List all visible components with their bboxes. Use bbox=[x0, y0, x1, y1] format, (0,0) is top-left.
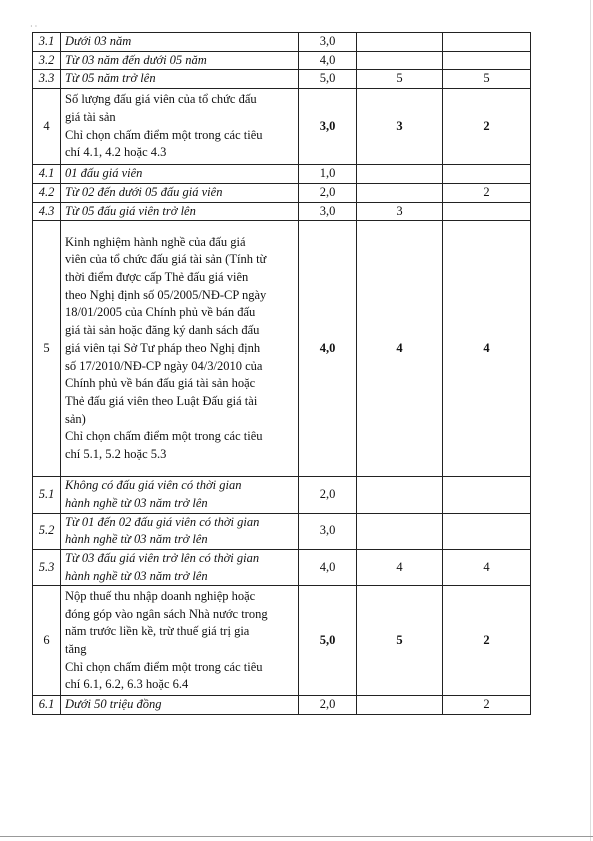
description-line: Từ 01 đến 02 đấu giá viên có thời gian bbox=[65, 514, 260, 529]
description-line: tăng bbox=[65, 641, 87, 656]
max-score-cell: 1,0 bbox=[299, 165, 357, 184]
score-cell-1: 3 bbox=[357, 89, 443, 165]
criterion-description bbox=[61, 165, 299, 184]
criterion-description bbox=[61, 33, 299, 52]
criterion-description bbox=[61, 70, 299, 89]
description-line: Từ 03 năm đến dưới 05 năm bbox=[65, 52, 207, 67]
criterion-number: 3.1 bbox=[33, 33, 61, 52]
score-cell-2 bbox=[443, 513, 531, 549]
score-cell-1 bbox=[357, 477, 443, 513]
table-row bbox=[33, 183, 531, 202]
description-line: giá tài sản hoặc đăng ký danh sách đấu bbox=[65, 323, 260, 338]
criterion-number: 6 bbox=[33, 586, 61, 696]
score-cell-2 bbox=[443, 33, 531, 52]
description-line: theo Nghị định số 05/2005/NĐ-CP ngày bbox=[65, 287, 267, 302]
table-row bbox=[33, 51, 531, 70]
table-row bbox=[33, 221, 531, 477]
criterion-number: 4.3 bbox=[33, 202, 61, 221]
score-cell-2: 2 bbox=[443, 696, 531, 715]
description-line: 18/01/2005 của Chính phủ về bán đấu bbox=[65, 305, 256, 320]
table-row bbox=[33, 586, 531, 696]
description-line: Không có đấu giá viên có thời gian bbox=[65, 478, 242, 493]
description-line: năm trước liền kề, trừ thuế giá trị gia bbox=[65, 624, 250, 639]
table-row bbox=[33, 513, 531, 549]
score-cell-2 bbox=[443, 477, 531, 513]
description-line: Từ 02 đến dưới 05 đấu giá viên bbox=[65, 184, 223, 199]
criterion-number: 4.2 bbox=[33, 183, 61, 202]
max-score-cell: 2,0 bbox=[299, 477, 357, 513]
max-score-cell: 3,0 bbox=[299, 202, 357, 221]
description-line: thời điểm được cấp Thẻ đấu giá viên bbox=[65, 270, 249, 285]
score-cell-2: 5 bbox=[443, 70, 531, 89]
max-score-cell: 2,0 bbox=[299, 696, 357, 715]
max-score-cell: 2,0 bbox=[299, 183, 357, 202]
page-bottom-rule bbox=[0, 836, 593, 837]
criterion-description bbox=[61, 696, 299, 715]
criterion-description bbox=[61, 586, 299, 696]
table-row bbox=[33, 696, 531, 715]
description-line: hành nghề từ 03 năm trở lên bbox=[65, 568, 208, 583]
description-line: chí 5.1, 5.2 hoặc 5.3 bbox=[65, 447, 167, 462]
criterion-description bbox=[61, 477, 299, 513]
criterion-description bbox=[61, 202, 299, 221]
max-score-cell: 4,0 bbox=[299, 51, 357, 70]
description-line: Thẻ đấu giá viên theo Luật Đấu giá tài bbox=[65, 393, 258, 408]
criterion-description bbox=[61, 183, 299, 202]
description-line: Chỉ chọn chấm điểm một trong các tiêu bbox=[65, 659, 263, 674]
score-cell-2: 2 bbox=[443, 89, 531, 165]
score-cell-1: 3 bbox=[357, 202, 443, 221]
description-line: số 17/2010/NĐ-CP ngày 04/3/2010 của bbox=[65, 358, 263, 373]
criterion-description bbox=[61, 513, 299, 549]
score-cell-2: 4 bbox=[443, 550, 531, 586]
criterion-number: 5 bbox=[33, 221, 61, 477]
description-line: Chính phủ về bán đấu giá tài sản hoặc bbox=[65, 376, 256, 391]
max-score-cell: 3,0 bbox=[299, 89, 357, 165]
description-line: hành nghề từ 03 năm trở lên bbox=[65, 532, 208, 547]
table-row bbox=[33, 165, 531, 184]
description-line: Từ 05 đấu giá viên trở lên bbox=[65, 203, 196, 218]
criterion-number: 5.2 bbox=[33, 513, 61, 549]
description-line: chí 6.1, 6.2, 6.3 hoặc 6.4 bbox=[65, 677, 189, 692]
criterion-number: 3.3 bbox=[33, 70, 61, 89]
criterion-number: 4.1 bbox=[33, 165, 61, 184]
criterion-description bbox=[61, 550, 299, 586]
description-line: Nộp thuế thu nhập doanh nghiệp hoặc bbox=[65, 588, 256, 603]
score-cell-1 bbox=[357, 696, 443, 715]
score-cell-1 bbox=[357, 51, 443, 70]
score-cell-2: 2 bbox=[443, 183, 531, 202]
description-line: Số lượng đấu giá viên của tổ chức đấu bbox=[65, 92, 257, 107]
table-row bbox=[33, 477, 531, 513]
criterion-number: 3.2 bbox=[33, 51, 61, 70]
score-cell-1 bbox=[357, 513, 443, 549]
table-row bbox=[33, 202, 531, 221]
description-line: chí 4.1, 4.2 hoặc 4.3 bbox=[65, 145, 167, 160]
max-score-cell: 4,0 bbox=[299, 221, 357, 477]
criterion-description bbox=[61, 89, 299, 165]
max-score-cell: 3,0 bbox=[299, 33, 357, 52]
criterion-number: 5.1 bbox=[33, 477, 61, 513]
description-line: Từ 05 năm trở lên bbox=[65, 71, 156, 86]
score-cell-2 bbox=[443, 165, 531, 184]
score-cell-2: 4 bbox=[443, 221, 531, 477]
criterion-number: 4 bbox=[33, 89, 61, 165]
criteria-table-body bbox=[33, 33, 531, 715]
table-row bbox=[33, 33, 531, 52]
score-cell-1 bbox=[357, 165, 443, 184]
scan-artifact: · · bbox=[30, 22, 38, 31]
max-score-cell: 3,0 bbox=[299, 513, 357, 549]
score-cell-2 bbox=[443, 51, 531, 70]
criterion-number: 6.1 bbox=[33, 696, 61, 715]
description-line: đóng góp vào ngân sách Nhà nước trong bbox=[65, 606, 268, 621]
criteria-table bbox=[32, 32, 531, 715]
description-line: sản) bbox=[65, 411, 86, 426]
description-line: Kinh nghiệm hành nghề của đấu giá bbox=[65, 234, 246, 249]
description-line: viên của tổ chức đấu giá tài sản (Tính từ bbox=[65, 252, 267, 267]
description-line: Dưới 03 năm bbox=[65, 34, 132, 48]
description-line: giá tài sản bbox=[65, 109, 116, 124]
table-row bbox=[33, 89, 531, 165]
score-cell-1: 4 bbox=[357, 221, 443, 477]
description-line: Chỉ chọn chấm điểm một trong các tiêu bbox=[65, 429, 263, 444]
max-score-cell: 5,0 bbox=[299, 586, 357, 696]
table-row bbox=[33, 550, 531, 586]
description-line: 01 đấu giá viên bbox=[65, 166, 143, 181]
criterion-number: 5.3 bbox=[33, 550, 61, 586]
score-cell-1: 5 bbox=[357, 586, 443, 696]
score-cell-2 bbox=[443, 202, 531, 221]
score-cell-1 bbox=[357, 183, 443, 202]
max-score-cell: 4,0 bbox=[299, 550, 357, 586]
max-score-cell: 5,0 bbox=[299, 70, 357, 89]
score-cell-1: 5 bbox=[357, 70, 443, 89]
description-line: Từ 03 đấu giá viên trở lên có thời gian bbox=[65, 551, 260, 566]
score-cell-1 bbox=[357, 33, 443, 52]
criterion-description bbox=[61, 51, 299, 70]
score-cell-2: 2 bbox=[443, 586, 531, 696]
description-line: hành nghề từ 03 năm trở lên bbox=[65, 495, 208, 510]
description-line: giá viên tại Sở Tư pháp theo Nghị định bbox=[65, 340, 261, 355]
criterion-description bbox=[61, 221, 299, 477]
table-row bbox=[33, 70, 531, 89]
description-line: Chỉ chọn chấm điểm một trong các tiêu bbox=[65, 127, 263, 142]
page-edge bbox=[590, 0, 591, 841]
score-cell-1: 4 bbox=[357, 550, 443, 586]
description-line: Dưới 50 triệu đồng bbox=[65, 697, 162, 712]
